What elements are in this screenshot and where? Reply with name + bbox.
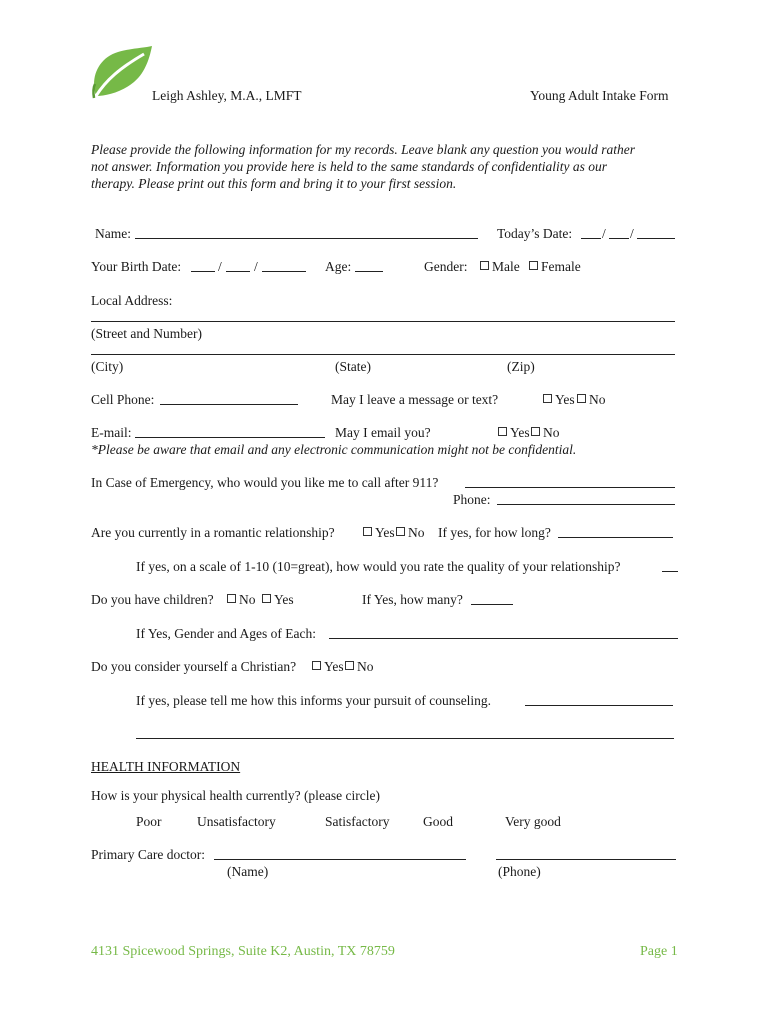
city-state-zip-field[interactable] [91, 354, 675, 355]
relationship-no-option[interactable]: No [394, 525, 425, 541]
date-separator: / [218, 259, 222, 274]
email-warning: *Please be aware that email and any electronic communication might not be confidential. [91, 442, 577, 457]
children-question: Do you have children? [91, 592, 214, 607]
street-caption: (Street and Number) [91, 326, 202, 341]
birth-date-label: Your Birth Date: [91, 259, 182, 274]
christian-followup-label: If yes, please tell me how this informs your pursuit of counseling. [136, 693, 492, 708]
birth-month-field[interactable] [191, 271, 215, 272]
health-heading: HEALTH INFORMATION [91, 759, 241, 774]
relationship-yes-option[interactable]: Yes [361, 525, 395, 541]
footer-address: 4131 Spicewood Springs, Suite K2, Austin, TX 78759 [91, 944, 395, 959]
date-separator: / [602, 226, 606, 241]
message-question: May I leave a message or text? [331, 392, 499, 407]
email-question: May I email you? [335, 425, 431, 440]
children-yes-option[interactable]: Yes [260, 592, 294, 608]
christian-question: Do you consider yourself a Christian? [91, 659, 297, 674]
email-no-option[interactable]: No [529, 425, 560, 441]
relationship-length-field[interactable] [558, 537, 673, 538]
checkbox-icon[interactable] [543, 394, 552, 403]
emergency-phone-field[interactable] [497, 504, 675, 505]
doctor-name-caption: (Name) [227, 864, 269, 879]
physical-health-question: How is your physical health currently? (please circle) [91, 788, 381, 803]
date-separator: / [254, 259, 258, 274]
practitioner-name: Leigh Ashley, M.A., LMFT [152, 88, 302, 103]
children-details-field[interactable] [329, 638, 678, 639]
health-option-satisfactory[interactable]: Satisfactory [325, 814, 390, 829]
green-leaf-icon [88, 44, 156, 100]
checkbox-icon[interactable] [529, 261, 538, 270]
health-option-good[interactable]: Good [423, 814, 453, 829]
email-yes-option[interactable]: Yes [496, 425, 530, 441]
email-label: E-mail: [91, 425, 132, 440]
checkbox-icon[interactable] [312, 661, 321, 670]
city-caption: (City) [91, 359, 124, 374]
cell-phone-label: Cell Phone: [91, 392, 155, 407]
todays-date-year[interactable] [637, 238, 675, 239]
age-field[interactable] [355, 271, 383, 272]
checkbox-icon[interactable] [577, 394, 586, 403]
name-label: Name: [95, 226, 131, 241]
intro-line-3: therapy. Please print out this form and bring it to your first session. [91, 176, 457, 191]
email-field[interactable] [135, 437, 325, 438]
doctor-phone-caption: (Phone) [498, 864, 541, 879]
health-option-very-good[interactable]: Very good [505, 814, 561, 829]
intro-line-2: not answer. Information you provide here is held to the same standards of confidentiality as our [91, 159, 607, 174]
children-count-label: If Yes, how many? [362, 592, 463, 607]
christian-yes-option[interactable]: Yes [310, 659, 344, 675]
relationship-question: Are you currently in a romantic relationship? [91, 525, 335, 540]
emergency-contact-field[interactable] [465, 487, 675, 488]
checkbox-icon[interactable] [363, 527, 372, 536]
gender-female-option[interactable]: Female [527, 259, 581, 275]
children-details-label: If Yes, Gender and Ages of Each: [136, 626, 316, 641]
relationship-scale-question: If yes, on a scale of 1-10 (10=great), how would you rate the quality of your relationship? [136, 559, 621, 574]
christian-no-option[interactable]: No [343, 659, 374, 675]
zip-caption: (Zip) [507, 359, 535, 374]
checkbox-icon[interactable] [498, 427, 507, 436]
todays-date-day[interactable] [609, 238, 629, 239]
todays-date-label: Today’s Date: [497, 226, 573, 241]
gender-label: Gender: [424, 259, 468, 274]
local-address-label: Local Address: [91, 293, 173, 308]
intro-line-1: Please provide the following information for my records. Leave blank any question you would rather [91, 142, 636, 157]
children-count-field[interactable] [471, 604, 513, 605]
checkbox-icon[interactable] [480, 261, 489, 270]
message-yes-option[interactable]: Yes [541, 392, 575, 408]
relationship-scale-field[interactable] [662, 571, 678, 572]
health-option-unsatisfactory[interactable]: Unsatisfactory [197, 814, 276, 829]
gender-male-option[interactable]: Male [478, 259, 520, 275]
doctor-phone-field[interactable] [496, 859, 676, 860]
state-caption: (State) [335, 359, 371, 374]
doctor-name-field[interactable] [214, 859, 466, 860]
children-no-option[interactable]: No [225, 592, 256, 608]
checkbox-icon[interactable] [227, 594, 236, 603]
christian-followup-field-2[interactable] [136, 738, 674, 739]
checkbox-icon[interactable] [396, 527, 405, 536]
checkbox-icon[interactable] [262, 594, 271, 603]
name-field[interactable] [135, 238, 478, 239]
relationship-length-label: If yes, for how long? [438, 525, 551, 540]
cell-phone-field[interactable] [160, 404, 298, 405]
christian-followup-field[interactable] [525, 705, 673, 706]
street-field[interactable] [91, 321, 675, 322]
doctor-label: Primary Care doctor: [91, 847, 205, 862]
age-label: Age: [325, 259, 352, 274]
emergency-label: In Case of Emergency, who would you like me to call after 911? [91, 475, 439, 490]
todays-date-month[interactable] [581, 238, 601, 239]
page-number: Page 1 [640, 944, 678, 959]
message-no-option[interactable]: No [575, 392, 606, 408]
emergency-phone-label: Phone: [453, 492, 491, 507]
date-separator: / [630, 226, 634, 241]
birth-day-field[interactable] [226, 271, 250, 272]
birth-year-field[interactable] [262, 271, 306, 272]
checkbox-icon[interactable] [531, 427, 540, 436]
health-option-poor[interactable]: Poor [136, 814, 162, 829]
checkbox-icon[interactable] [345, 661, 354, 670]
form-title: Young Adult Intake Form [530, 88, 669, 103]
